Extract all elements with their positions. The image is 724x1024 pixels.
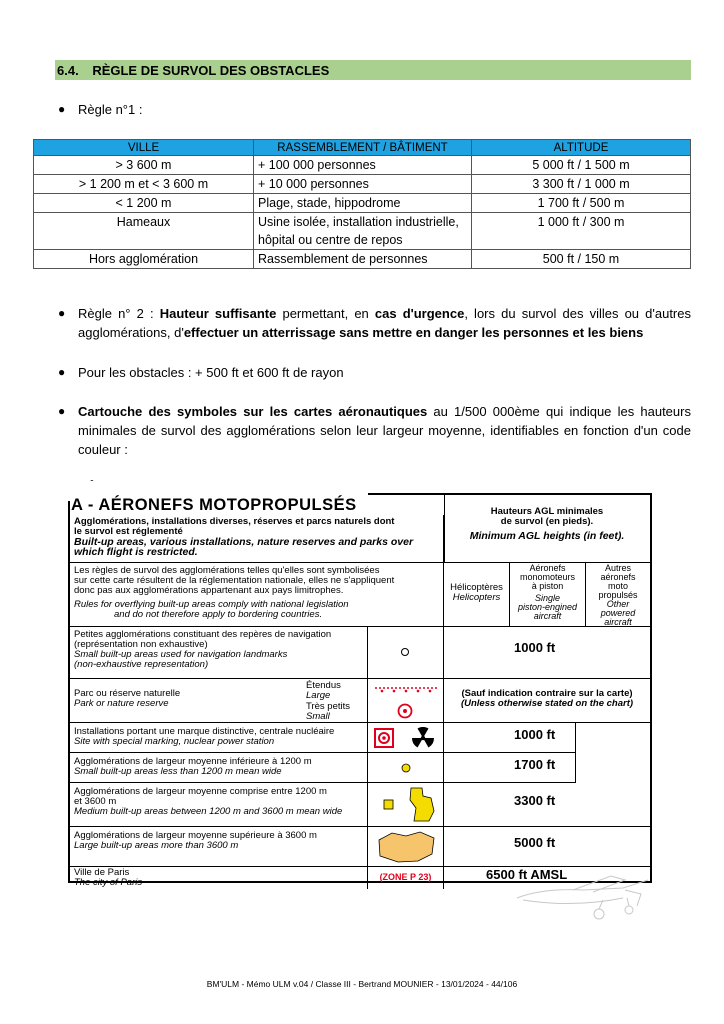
table-cell: 500 ft / 150 m [472, 250, 691, 269]
rule1-label: Règle n°1 : [78, 102, 143, 117]
altitude-table [33, 139, 691, 269]
special-marking-icon [374, 728, 394, 748]
table-cell: 1 700 ft / 500 m [472, 194, 691, 213]
table-cell: 3 300 ft / 1 000 m [472, 175, 691, 194]
table-cell: Usine isolée, installation industrielle, hôpital ou centre de repos [254, 213, 472, 250]
table-cell: Plage, stade, hippodrome [254, 194, 472, 213]
section-number: 6.4. [57, 63, 79, 78]
rule2-text: Règle n° 2 : Hauteur suffisante permettant, en cas d'urgence, lors du survol des villes ou d'autres agglomérations, d'effectuer un atterrissage sans mettre en danger les personnes et les biens [78, 306, 691, 340]
row-paris: Ville de Paris The city of Paris [70, 867, 368, 889]
table-cell: + 100 000 personnes [254, 156, 472, 175]
rule1-bullet [55, 100, 691, 119]
table-cell: > 1 200 m et < 3 600 m [34, 175, 254, 194]
large-park-dotted-line-icon [374, 685, 438, 695]
value-3300ft: 3300 ft [514, 793, 556, 808]
rule2-bullet [55, 304, 691, 342]
table-cell: Hameaux [34, 213, 254, 250]
row-small-landmarks: Petites agglomérations constituant des repères de navigation (représentation non exhaustive) Small built-up areas used for navigation landmarks (non-exhaustive representation) [70, 627, 368, 679]
helicopter-column: Hélicoptères Helicopters [444, 563, 510, 627]
value-6500ft-amsl: 6500 ft AMSL [486, 867, 568, 882]
chart-subtitle: A - AÉRONEFS MOTOPROPULSÉS [71, 496, 357, 514]
zone-p23: (ZONE P 23) [368, 867, 444, 889]
table-header: RASSEMBLEMENT / BÂTIMENT [254, 140, 472, 156]
table-row [34, 156, 691, 175]
row-small-builtup: Agglomérations de largeur moyenne inférieure à 1200 m Small built-up areas less than 1200 m mean wide [70, 753, 368, 783]
park-note: (Sauf indication contraire sur la carte) (Unless otherwise stated on the chart) [444, 679, 650, 723]
rules-cell: Les règles de survol des agglomérations telles qu'elles sont symbolisées sur cette carte résultent de la réglementation nationale, elles ne s'appliquent donc pas aux agglomérations appartenant aux pays limitrophes. Rules for overflying built-up areas comply with national legislation and do not therefore apply to bordering countries. [70, 563, 444, 627]
single-piston-column: Aéronefs monomoteurs à piston Single piston-engined aircraft [510, 563, 586, 627]
other-powered-column: Autres aéronefs moto propulsés Other powered aircraft [586, 563, 650, 627]
row-special-site: Installations portant une marque distinctive, centrale nucléaire Site with special marking, nuclear power station [70, 723, 368, 753]
obstacles-bullet [55, 363, 691, 382]
small-park-target-icon [397, 703, 413, 719]
table-cell: Rassemblement de personnes [254, 250, 472, 269]
orange-area-icon [376, 830, 438, 864]
yellow-area-icon [408, 786, 438, 824]
table-row [34, 250, 691, 269]
bullet-icon: ● [58, 365, 66, 379]
table-header: VILLE [34, 140, 254, 156]
yellow-dot-icon [401, 763, 411, 773]
value-5000ft: 5000 ft [514, 835, 556, 850]
value-1000ft: 1000 ft [514, 640, 556, 655]
section-header [55, 60, 691, 80]
cartouche-text: Cartouche des symboles sur les cartes aéronautiques au 1/500 000ème qui indique les hauteurs minimales de survol des agglomérations selon leur largeur moyenne, identifiables en fonction d'un code couleur : [78, 404, 691, 457]
table-header-row [34, 140, 691, 156]
nuclear-icon [412, 727, 434, 749]
cartouche-bullet [55, 402, 691, 459]
value-1000ft: 1000 ft [514, 727, 556, 742]
intro-cell: Agglomérations, installations diverses, réserves et parcs naturels dont le survol est réglementé Built-up areas, various installations, nature reserves and parks over which flight is restricted. [70, 515, 444, 563]
row-medium-builtup: Agglomérations de largeur moyenne comprise entre 1200 m et 3600 m Medium built-up areas between 1200 m and 3600 m mean wide [70, 783, 368, 827]
table-cell: 1 000 ft / 300 m [472, 213, 691, 250]
table-row [34, 175, 691, 194]
table-row [34, 213, 691, 250]
table-cell: + 10 000 personnes [254, 175, 472, 194]
obstacles-text: Pour les obstacles : + 500 ft et 600 ft de rayon [78, 365, 344, 380]
table-cell: < 1 200 m [34, 194, 254, 213]
overflight-rules-chart [58, 480, 658, 910]
section-title: RÈGLE DE SURVOL DES OBSTACLES [92, 63, 330, 78]
agl-heading-cell: Hauteurs AGL minimales de survol (en pieds). Minimum AGL heights (in feet). [444, 495, 650, 563]
aircraft-sketch-icon [513, 870, 653, 930]
table-header: ALTITUDE [472, 140, 691, 156]
bullet-icon: ● [58, 306, 66, 320]
value-1700ft: 1700 ft [514, 757, 556, 772]
small-circle-icon [400, 647, 410, 657]
row-large-builtup: Agglomérations de largeur moyenne supérieure à 3600 m Large built-up areas more than 3600 m [70, 827, 368, 867]
table-cell: > 3 600 m [34, 156, 254, 175]
row-park: Étendus Large Parc ou réserve naturelle Park or nature reserve Très petits Small [70, 679, 368, 723]
yellow-square-icon [383, 799, 395, 811]
table-row [34, 194, 691, 213]
page-footer: BM'ULM - Mémo ULM v.04 / Classe III - Bertrand MOUNIER - 13/01/2024 - 44/106 [206, 979, 518, 989]
chart-grid [68, 493, 652, 888]
table-cell: 5 000 ft / 1 500 m [472, 156, 691, 175]
bullet-icon: ● [58, 102, 66, 116]
table-cell: Hors agglomération [34, 250, 254, 269]
bullet-icon: ● [58, 404, 66, 418]
